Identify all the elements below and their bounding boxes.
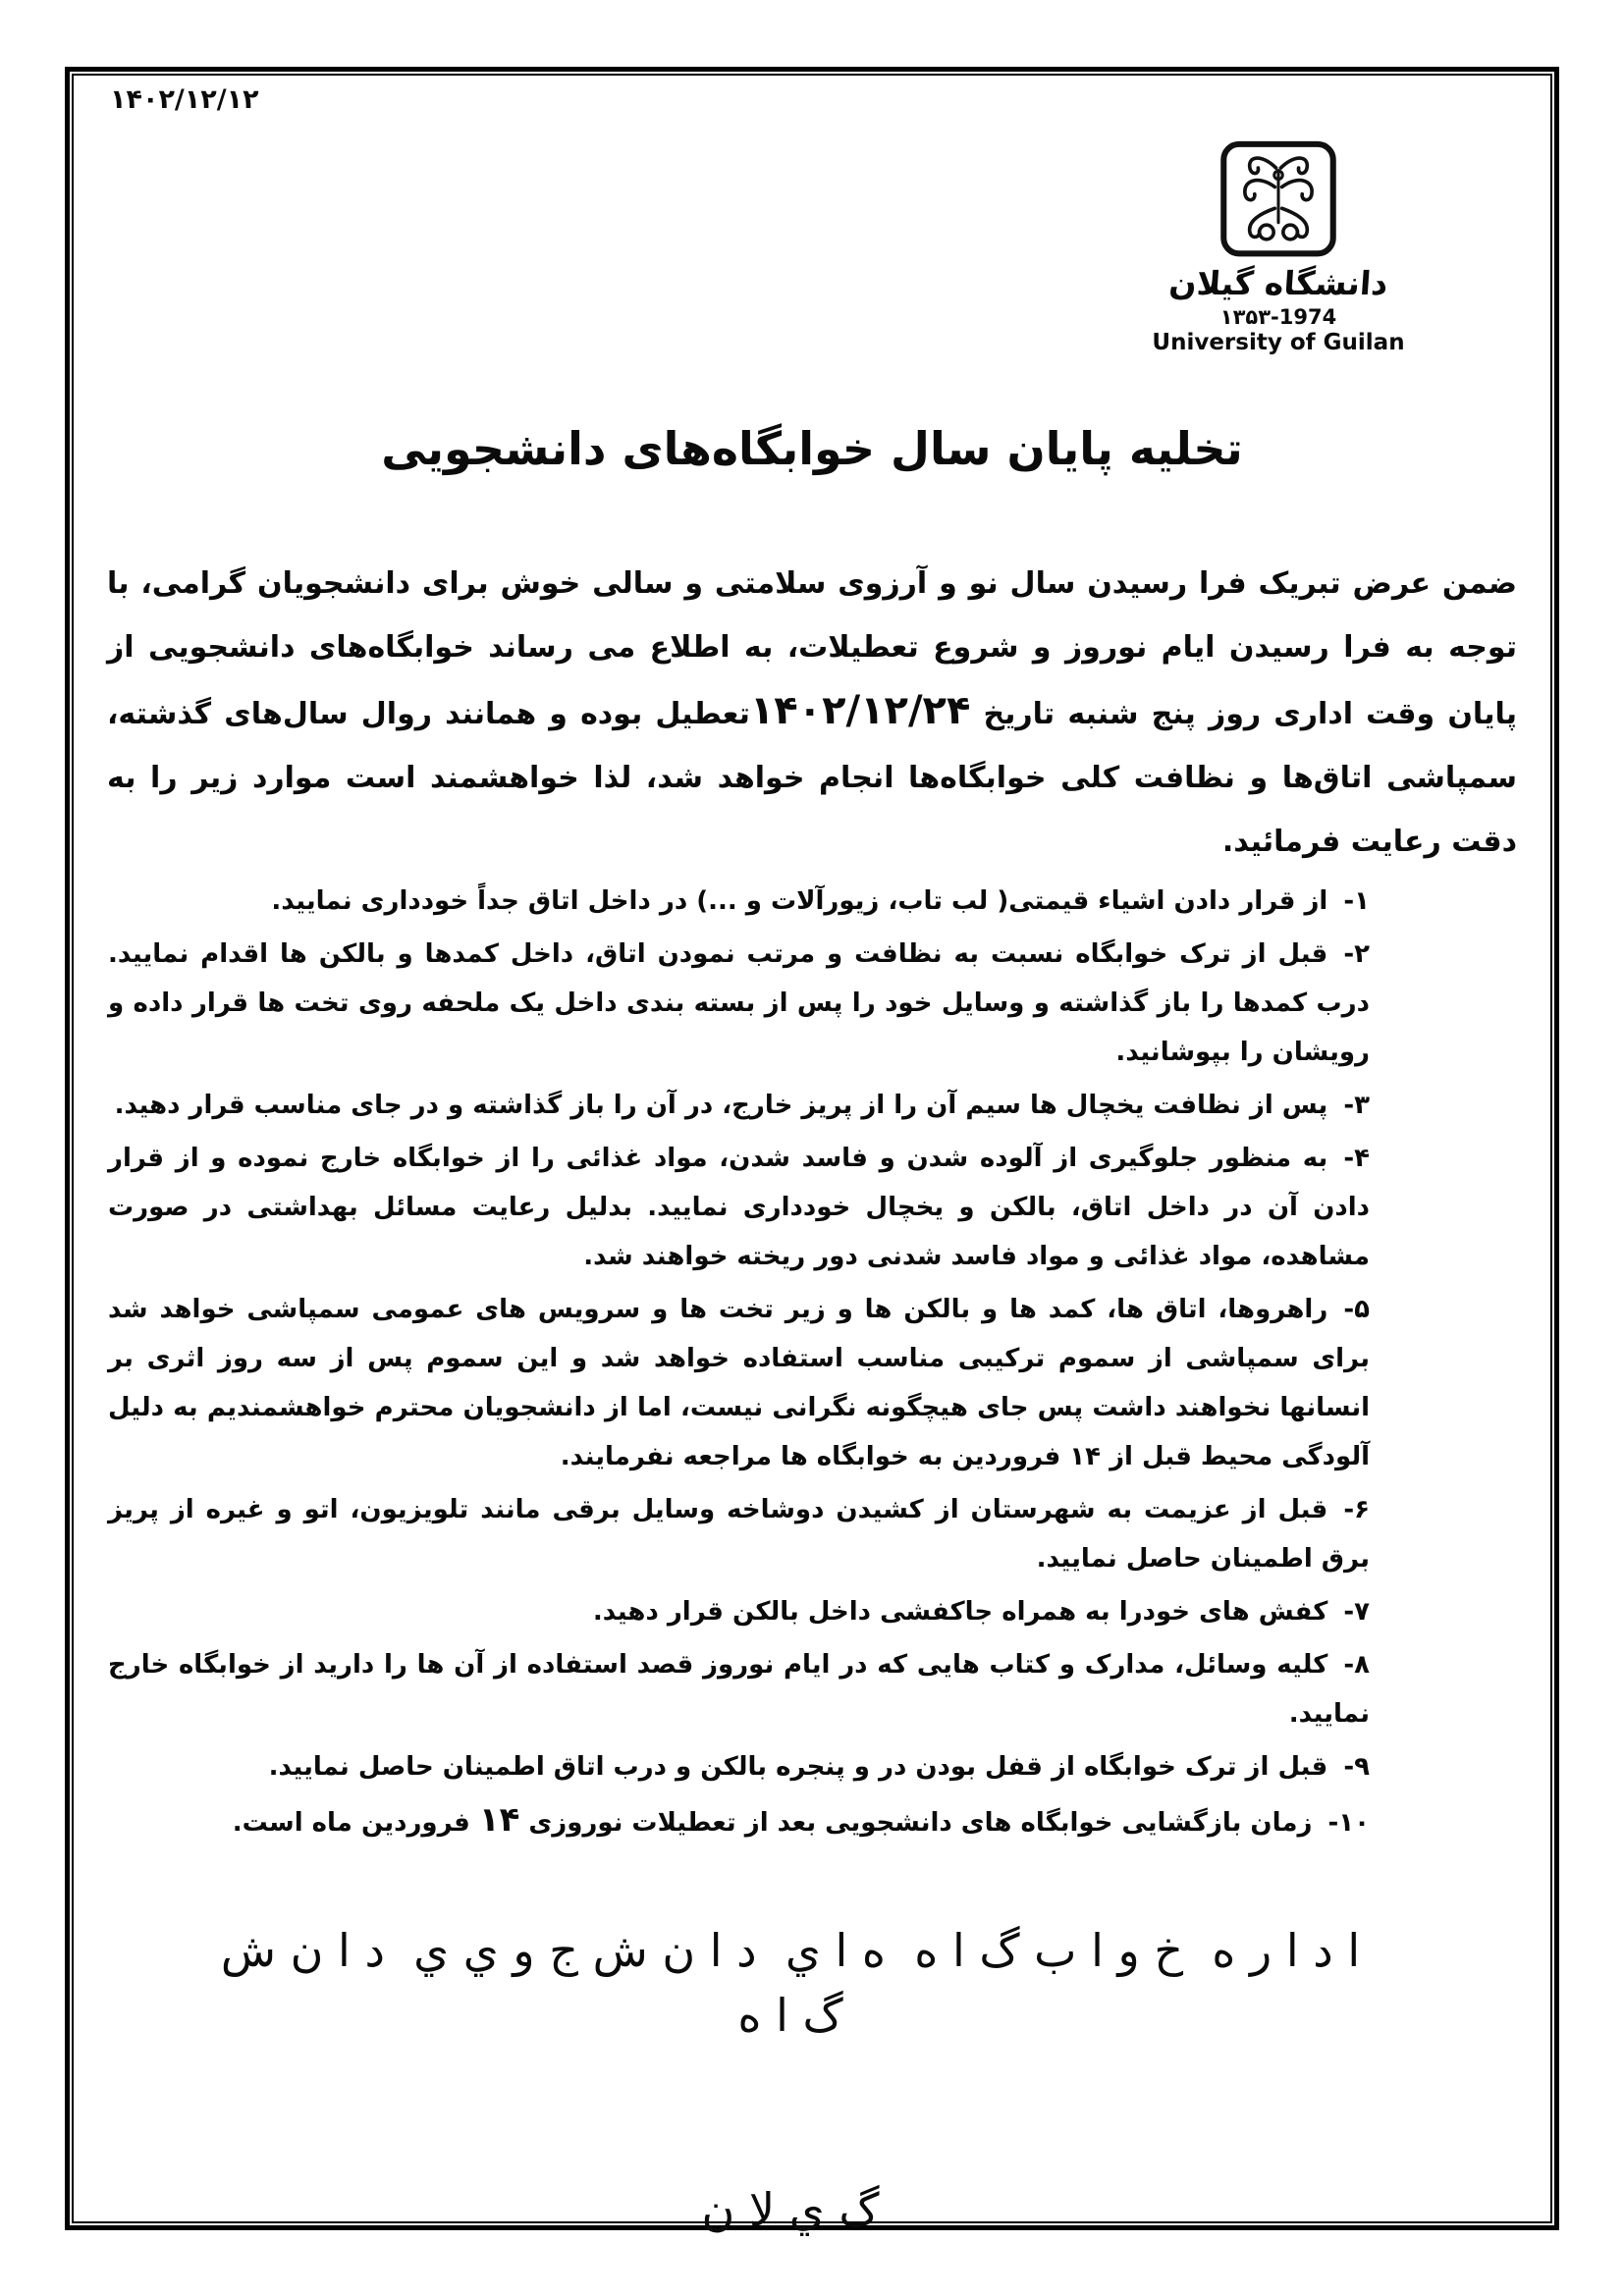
university-name-en: University of Guilan [1152,330,1405,356]
item-text: قبل از ترک خوابگاه نسبت به نظافت و مرتب نمودن اتاق، داخل کمدها و بالکن ها اقدام نمایید. درب کمدها را باز گذاشته و وسایل خود را پس از بسته بندی داخل یک ملحفه روی تخت ها قرار داده و رویشان را بپوشانید. [108,939,1370,1067]
reopening-date: ۱۴ [478,1800,520,1840]
list-item-9 [108,1742,1370,1791]
item-text: کفش های خودرا به همراه جاکفشی داخل بالکن قرار دهید. [592,1597,1328,1627]
item-text: قبل از عزیمت به شهرستان از کشیدن دوشاخه وسایل برقی مانند تلویزیون، اتو و غیره از پریز برق اطمینان حاصل نمایید. [108,1495,1370,1574]
university-logo [1151,139,1406,356]
intro-paragraph [107,552,1517,874]
document-date: ۱۴۰۲/۱۲/۱۲ [110,84,259,115]
signature-line-1: ا د ا ر ه خ و ا ب گ ا ه ه ا ي د ا ن ش ج و ي ي د ا ن ش گ ا ه [206,1924,1361,2042]
list-item-6 [108,1485,1370,1583]
item-text: کلیه وسائل، مدارک و کتاب هایی که در ایام نوروز قصد استفاده از آن ها را دارید از خوابگاه خارج نمایید. [108,1650,1370,1729]
item-number: ۲- [1343,939,1370,969]
university-founding-years: ۱۳۵۳-1974 [1219,304,1337,329]
university-emblem-icon [1218,139,1338,263]
item-number: ۱- [1343,886,1370,916]
list-item-7 [108,1587,1370,1636]
item-number: ۶- [1343,1495,1370,1524]
item-text: فروردین ماه است. [232,1808,479,1838]
item-number: ۴- [1343,1144,1370,1173]
item-text: پس از نظافت یخچال ها سیم آن را از پریز خارج، در آن را باز گذاشته و در جای مناسب قرار دهید. [114,1091,1328,1120]
item-number: ۹- [1343,1752,1370,1782]
list-item-3 [108,1081,1370,1130]
item-text: از قرار دادن اشیاء قیمتی( لب تاب، زیورآلات و ...) در داخل اتاق جداً خودداری نمایید. [271,886,1328,916]
item-text: راهروها، اتاق ها، کمد ها و بالکن ها و زیر تخت ها و سرویس های عمومی سمپاشی خواهد شد برای سمپاشی از سموم ترکیبی مناسب استفاده خواهد شد و این سموم پس از سه روز اثری بر انسانها نخواهند داشت پس جای هیچگونه نگرانی نیست، اما از دانشجویان محترم خواهشمندیم به دلیل آلودگی محیط قبل از ۱۴ فروردین به خوابگاه ها مراجعه نفرمایند. [108,1295,1370,1471]
signature-line-2: گ ي لا ن [701,2183,880,2236]
item-number: ۸- [1343,1650,1370,1680]
closure-date: ۱۴۰۲/۱۲/۲۴ [749,688,971,733]
list-item-4 [108,1134,1370,1281]
notice-list [108,877,1370,1851]
item-number: ۵- [1343,1295,1370,1324]
item-text: قبل از ترک خوابگاه از قفل بودن در و پنجره بالکن و درب اتاق اطمینان حاصل نمایید. [268,1752,1328,1782]
list-item-8 [108,1640,1370,1738]
list-item-1 [108,877,1370,926]
university-name-fa: دانشگاه گیلان [1167,264,1389,302]
signature-block [206,1789,1370,2296]
item-number: ۷- [1343,1597,1370,1627]
intro-text-before-date: ضمن عرض تبریک فرا رسیدن سال نو و آرزوی سلامتی و سالی خوش برای دانشجویان گرامی، با توجه به فرا رسیدن ایام نوروز و شروع تعطیلات، به اطلاع می رساند خوابگاه‌های دانشجویی از پایان وقت اداری روز پنج شنبه تاریخ [107,566,1517,731]
page-title: تخلیه پایان سال خوابگاه‌های دانشجویی [381,422,1243,475]
item-text: زمان بازگشایی خوابگاه های دانشجویی بعد از تعطیلات نوروزی [519,1808,1313,1838]
intro-text-after-date: تعطیل بوده و همانند روال سال‌های گذشته، سمپاشی اتاق‌ها و نظافت کلی خوابگاه‌ها انجام خواهد شد، لذا خواهشمند است موارد زیر را به دقت رعایت فرمائید. [107,697,1517,859]
item-text: به منظور جلوگیری از آلوده شدن و فاسد شدن، مواد غذائی را از خوابگاه خارج نموده و از قرار دادن آن در داخل اتاق، بالکن و یخچال خودداری نمایید. بدلیل رعایت مسائل بهداشتی در صورت مشاهده، مواد غذائی و مواد فاسد شدنی دور ریخته خواهند شد. [108,1144,1370,1271]
item-number: ۱۰- [1327,1808,1370,1838]
item-number: ۳- [1343,1091,1370,1120]
list-item-2 [108,930,1370,1077]
list-item-5 [108,1285,1370,1481]
